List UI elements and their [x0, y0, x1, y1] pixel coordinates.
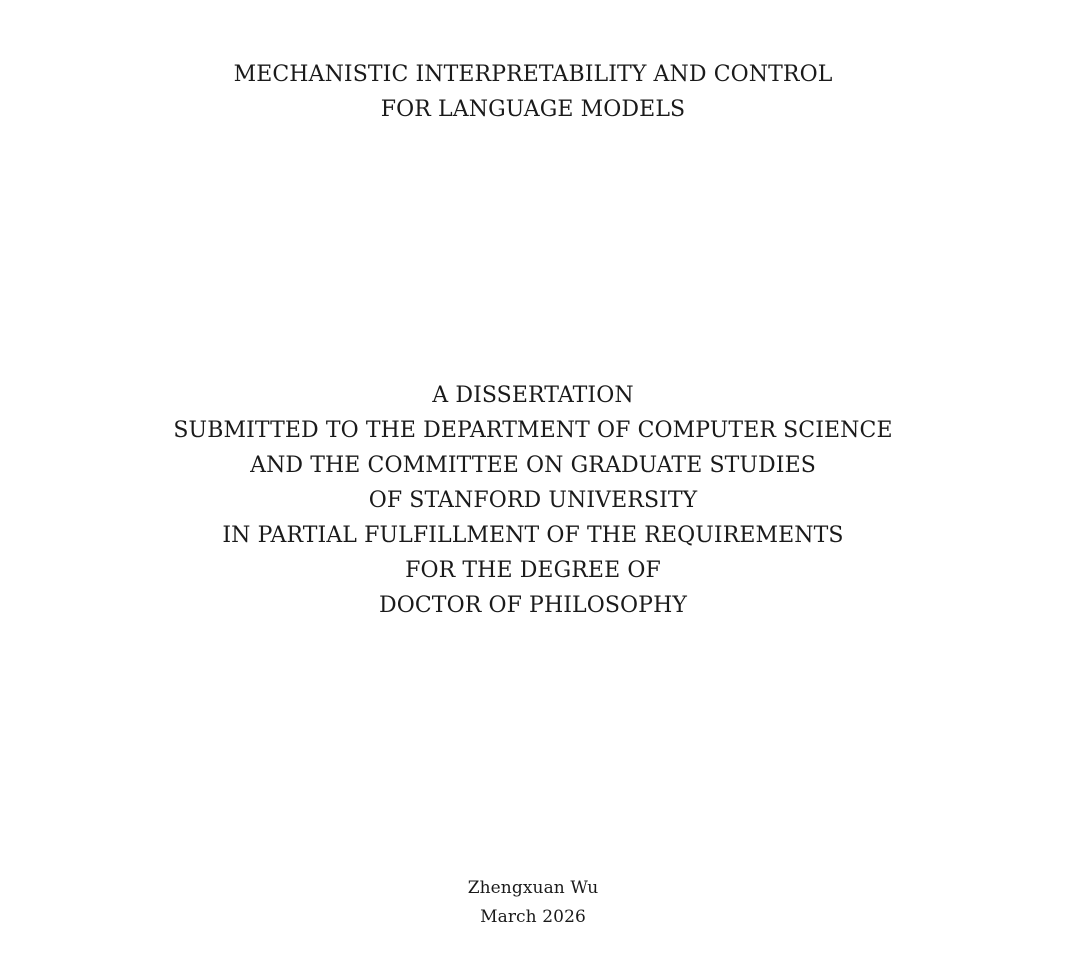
dissertation-title [0, 57, 1066, 127]
author-info [0, 874, 1066, 932]
statement-line-4: OF STANFORD UNIVERSITY [368, 488, 698, 513]
title-line-2: FOR LANGUAGE MODELS [380, 97, 686, 122]
submission-date: March 2026 [480, 907, 586, 927]
statement-line-2: SUBMITTED TO THE DEPARTMENT OF COMPUTER SCIENCE [173, 418, 893, 443]
statement-line-7: DOCTOR OF PHILOSOPHY [378, 593, 687, 618]
title-line-1: MECHANISTIC INTERPRETABILITY AND CONTROL [233, 62, 833, 87]
author-name: Zhengxuan Wu [467, 878, 599, 898]
statement-line-3: AND THE COMMITTEE ON GRADUATE STUDIES [250, 453, 816, 478]
submission-statement [0, 378, 1066, 623]
statement-line-6: FOR THE DEGREE OF [405, 558, 661, 583]
statement-line-1: A DISSERTATION [432, 383, 634, 408]
statement-line-5: IN PARTIAL FULFILLMENT OF THE REQUIREMENTS [222, 523, 844, 548]
